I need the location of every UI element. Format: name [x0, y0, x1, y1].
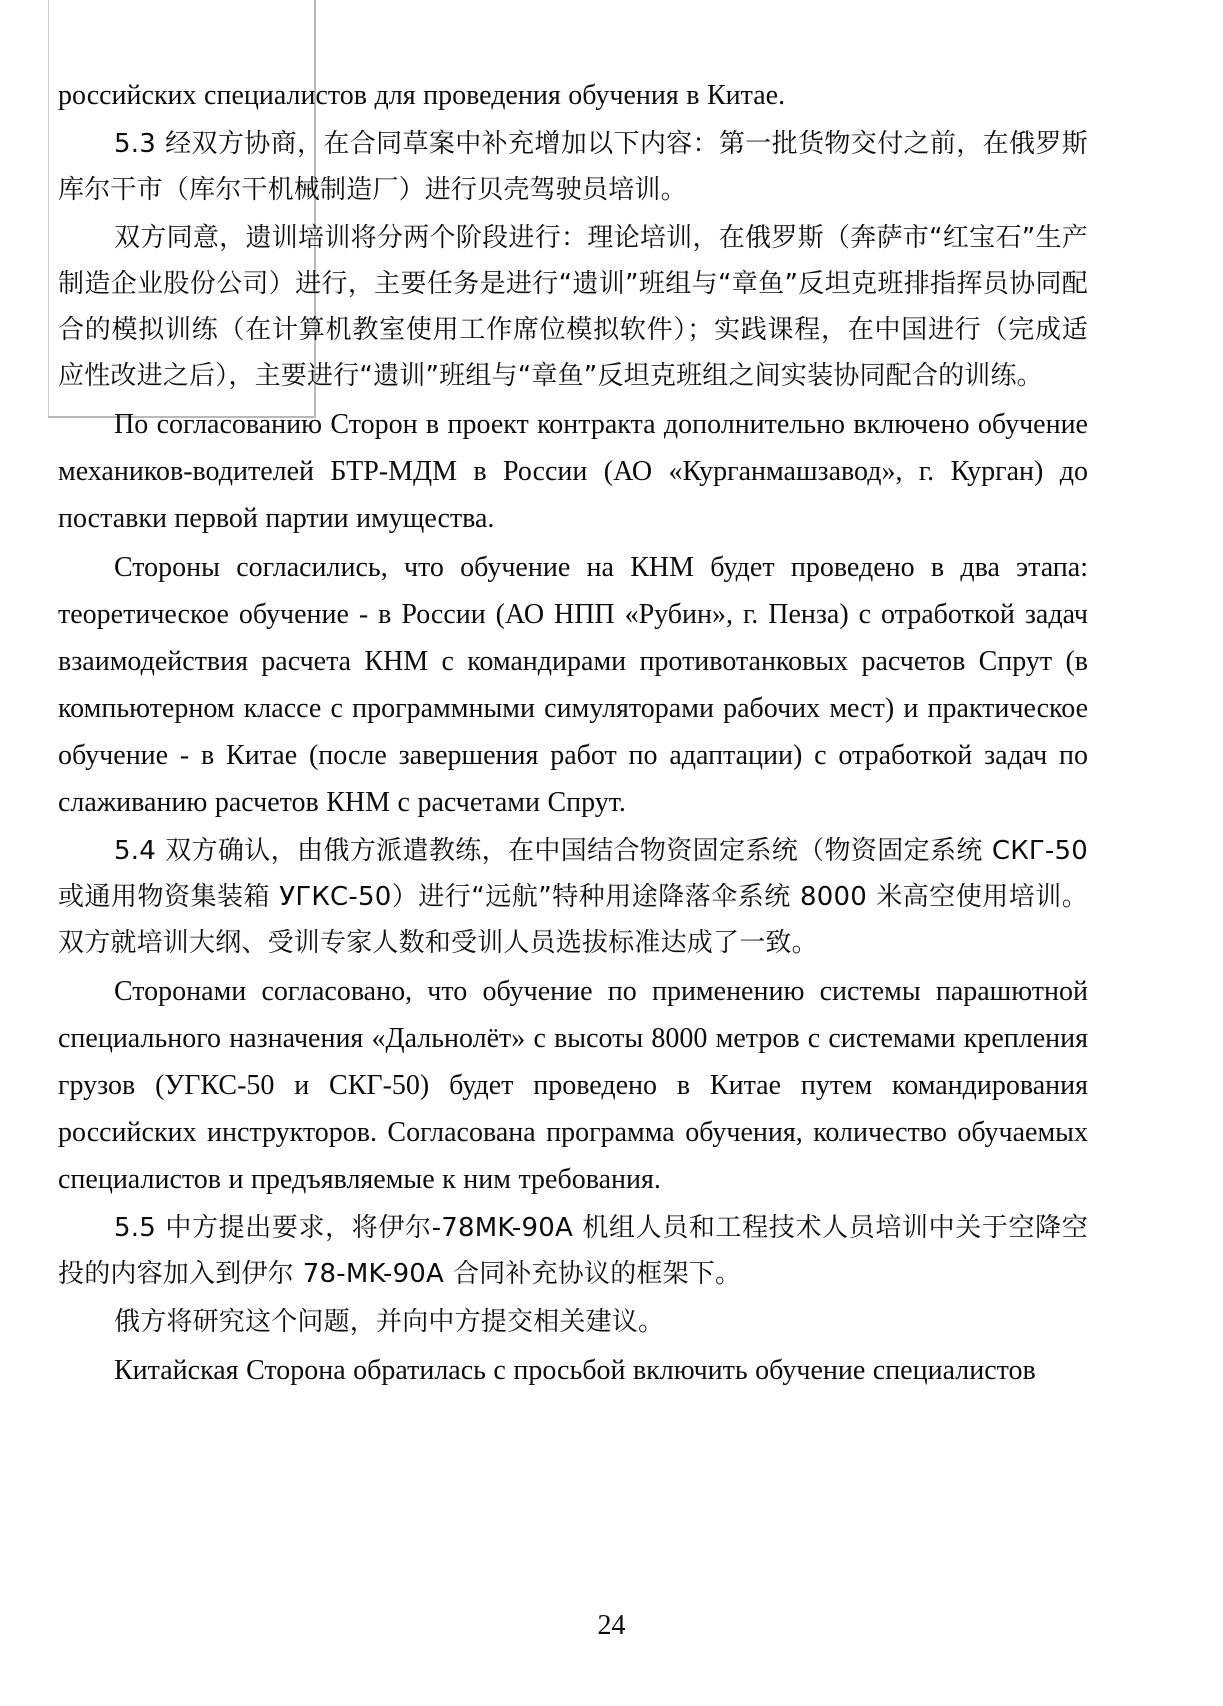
- paragraph-continuation: российских специалистов для проведения обучения в Китае.: [58, 80, 786, 111]
- paragraph-training-stages-cn: 双方同意，遗训培训将分两个阶段进行：理论培训，在俄罗斯（奔萨市“红宝石”生产制造企业股份公司）进行，主要任务是进行“遗训”班组与“章鱼”反坦克班排指挥员协同配合的模拟训练（在计算机教室使用工作席位模拟软件）；实践课程，在中国进行（完成适应性改进之后），主要进行“遗训”班组与“章鱼”反坦克班组之间实装协同配合的训练。: [58, 223, 1088, 391]
- scan-artifact-left-edge: [48, 0, 49, 418]
- paragraph-5-5: 5.5 中方提出要求，将伊尔-78MK-90A 机组人员和工程技术人员培训中关于空降空投的内容加入到伊尔 78-MK-90A 合同补充协议的框架下。: [58, 1213, 1088, 1289]
- paragraph-btr-mdm-ru: По согласованию Сторон в проект контракта дополнительно включено обучение механиков-водителей БТР-МДМ в России (АО «Курганмашзавод», г. Курган) до поставки первой партии имущества.: [58, 409, 1088, 534]
- paragraph-5-3: 5.3 经双方协商，在合同草案中补充增加以下内容：第一批货物交付之前，在俄罗斯库尔干市（库尔干机械制造厂）进行贝壳驾驶员培训。: [58, 129, 1088, 205]
- paragraph-knm-ru: Стороны согласились, что обучение на КНМ будет проведено в два этапа: теоретическое обучение - в России (АО НПП «Рубин», г. Пенза) с отработкой задач взаимодействия расчета КНМ с командирами противотанковых расчетов Спрут (в компьютерном классе с программными симуляторами рабочих мест) и практическое обучение - в Китае (после завершения работ по адаптации) с отработкой задач по слаживанию расчетов КНМ с расчетами Спрут.: [58, 552, 1088, 818]
- document-body: [58, 72, 1088, 1396]
- paragraph-parachute-ru: Сторонами согласовано, что обучение по применению системы парашютной специального назначения «Дальнолёт» с высоты 8000 метров с системами крепления грузов (УГКС-50 и СКГ-50) будет проведено в Китае путем командирования российских инструкторов. Согласована программа обучения, количество обучаемых специалистов и предъявляемые к ним требования.: [58, 976, 1088, 1195]
- paragraph-russian-side-reply: 俄方将研究这个问题，并向中方提交相关建议。: [114, 1307, 665, 1337]
- page-number: 24: [597, 1610, 626, 1641]
- paragraph-chinese-side-request: Китайская Сторона обратилась с просьбой включить обучение специалистов: [114, 1355, 1036, 1386]
- paragraph-5-4: 5.4 双方确认，由俄方派遣教练，在中国结合物资固定系统（物资固定系统 СКГ-50 或通用物资集装箱 УГКС-50）进行“远航”特种用途降落伞系统 8000 米高空使用培训。双方就培训大纲、受训专家人数和受训人员选拔标准达成了一致。: [58, 836, 1088, 958]
